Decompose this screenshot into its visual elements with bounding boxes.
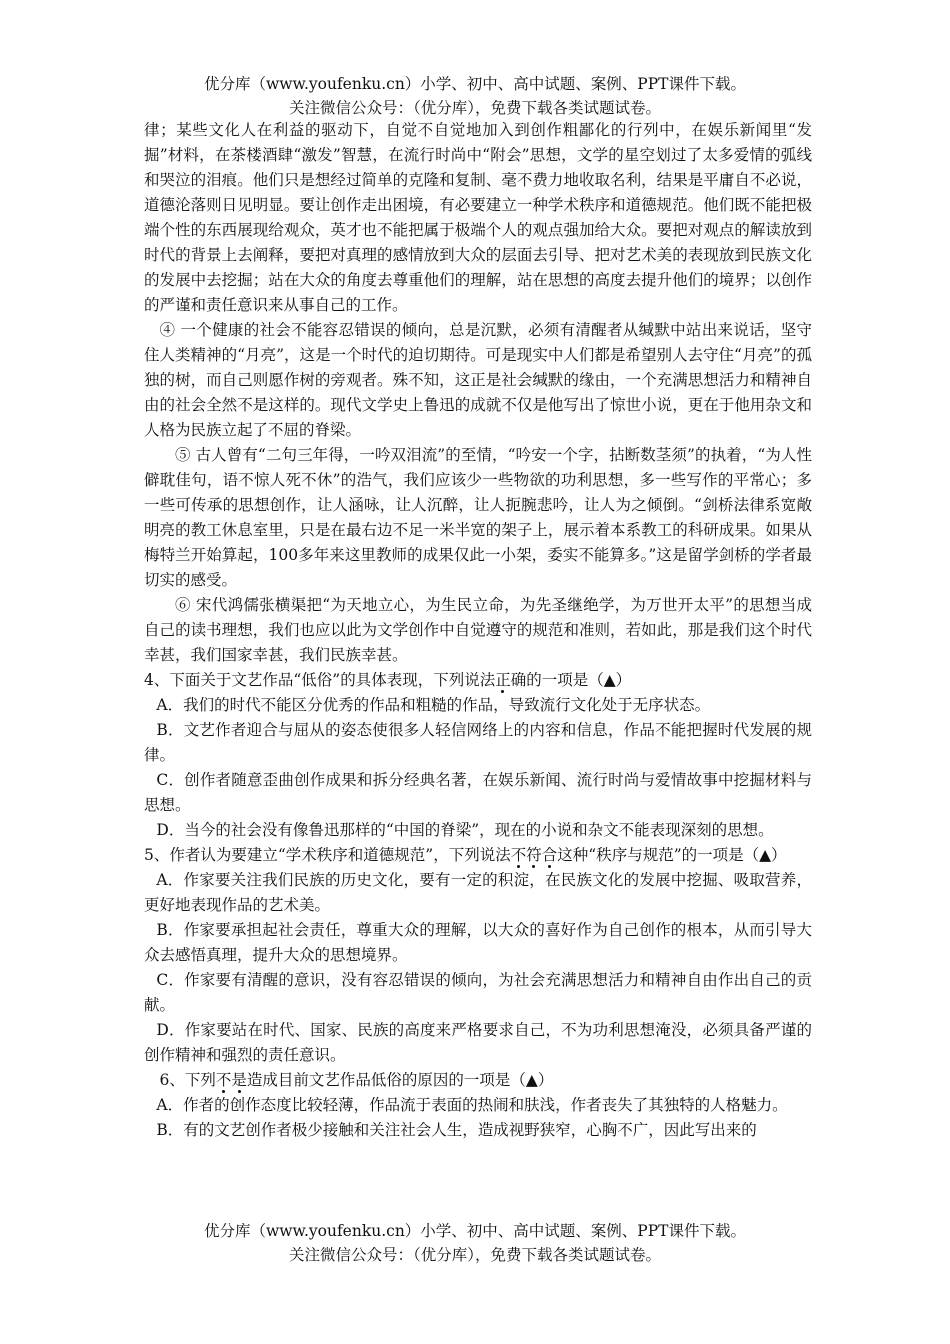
question-4-option-d: D．当今的社会没有像鲁迅那样的“中国的脊梁”，现在的小说和杂文不能表现深刻的思想。: [156, 821, 774, 839]
question-6-option-b: B．有的文艺创作者极少接触和关注社会人生，造成视野狭窄，心胸不广，因此写出来的: [156, 1121, 757, 1139]
question-5-option-b: B．作家要承担起社会责任，尊重大众的理解，以大众的喜好作为自己创作的根本，从而引导大众去感悟真理，提升大众的思想境界。: [144, 921, 812, 964]
question-5-option-a: A．作家要关注我们民族的历史文化，要有一定的积淀，在民族文化的发展中挖掘、吸取营养，更好地表现作品的艺术美。: [144, 871, 812, 914]
emphasis-char: 符: [526, 846, 542, 864]
footer-line-2: 关注微信公众号：（优分库），免费下载各类试题试卷。: [288, 1246, 661, 1264]
emphasis-char: 合: [541, 846, 558, 864]
emphasis-mark: [495, 671, 511, 689]
question-5-option-c: C．作家要有清醒的意识，没有容忍错误的倾向，为社会充满思想活力和精神自由作出自己的贡献。: [144, 971, 812, 1014]
emphasis-char: 是: [231, 1071, 247, 1089]
question-4-option-c: C．创作者随意歪曲创作成果和拆分经典名著，在娱乐新闻、流行时尚与爱情故事中挖掘材料与思想。: [144, 771, 812, 814]
paragraph-6: ⑥ 宋代鸿儒张横渠把“为天地立心，为生民立命，为先圣继绝学，为万世开太平”的思想当成自己的读书理想，我们也应以此为文学创作中自觉遵守的规范和准则，若如此，那是我们这个时代幸甚，我们国家幸甚，我们民族幸甚。: [144, 596, 812, 664]
document-body: [144, 118, 812, 1143]
paragraph-5: ⑤ 古人曾有“二句三年得，一吟双泪流”的至情，“吟安一个字，拈断数茎须”的执着，“为人性僻耽佳句，语不惊人死不休”的浩气，我们应该少一些物欲的功利思想，多一些写作的平常心；多一些可传承的思想创作，让人涵咏，让人沉醉，让人扼腕悲吟，让人为之倾倒。“剑桥法律系宽敞明亮的教工休息室里，只是在最右边不足一米半宽的架子上，展示着本系教工的科研成果。如果从梅特兰开始算起，100多年来这里教师的成果仅此一小架，委实不能算多。”这是留学剑桥的学者最切实的感受。: [144, 446, 812, 589]
emphasis-char: 正: [495, 671, 511, 689]
header-line-2: 关注微信公众号：（优分库），免费下载各类试题试卷。: [288, 99, 661, 117]
question-4-stem: 4、下面关于文艺作品“低俗”的具体表现，下列说法正确的一项是（▲）: [144, 671, 632, 689]
paragraph-3-continued: 律；某些文化人在利益的驱动下，自觉不自觉地加入到创作粗鄙化的行列中，在娱乐新闻里“发掘”材料，在茶楼酒肆“激发”智慧，在流行时尚中“附会”思想，文学的星空划过了太多爱情的弧线和哭泣的泪痕。他们只是想经过简单的克隆和复制、毫不费力地收取名利，结果是平庸自不必说，道德沦落则日见明显。要让创作走出困境，有必要建立一种学术秩序和道德规范。他们既不能把极端个性的东西展现给观众，英才也不能把属于极端个人的观点强加给大众。要把对观点的解读放到时代的背景上去阐释，要把对真理的感情放到大众的层面去引导、把对艺术美的表现放到民族文化的发展中去挖掘；站在大众的角度去尊重他们的理解，站在思想的高度去提升他们的境界；以创作的严谨和责任意识来从事自己的工作。: [144, 121, 812, 314]
header-line-1: 优分库（www.youfenku.cn）小学、初中、高中试题、案例、PPT课件下载。: [203, 75, 747, 93]
question-6-stem: 6、下列不是造成目前文艺作品低俗的原因的一项是（▲）: [159, 1071, 554, 1089]
emphasis-mark: [216, 1071, 247, 1089]
question-5-stem: 5、作者认为要建立“学术秩序和道德规范”，下列说法不符合这种“秩序与规范”的一项是（▲）: [144, 846, 787, 864]
emphasis-mark: [511, 846, 558, 864]
question-6-option-a: A．作者的创作态度比较轻薄，作品流于表面的热闹和肤浅，作者丧失了其独特的人格魅力。: [156, 1096, 788, 1114]
paragraph-4: ④ 一个健康的社会不能容忍错误的倾向，总是沉默，必须有清醒者从缄默中站出来说话，坚守住人类精神的“月亮”，这是一个时代的迫切期待。可是现实中人们都是希望别人去守住“月亮”的孤独的树，而自己则愿作树的旁观者。殊不知，这正是社会缄默的缘由，一个充满思想活力和精神自由的社会全然不是这样的。现代文学史上鲁迅的成就不仅是他写出了惊世小说，更在于他用杂文和人格为民族立起了不屈的脊梁。: [144, 321, 812, 439]
emphasis-char: 不: [215, 1071, 232, 1089]
emphasis-char: 不: [510, 846, 527, 864]
question-4-option-a: A．我们的时代不能区分优秀的作品和粗糙的作品，导致流行文化处于无序状态。: [156, 696, 711, 714]
question-5-option-d: D．作家要站在时代、国家、民族的高度来严格要求自己，不为功利思想淹没，必须具备严谨的创作精神和强烈的责任意识。: [144, 1021, 812, 1064]
footer-line-1: 优分库（www.youfenku.cn）小学、初中、高中试题、案例、PPT课件下载。: [203, 1222, 747, 1240]
question-4-option-b: B．文艺作者迎合与屈从的姿态使很多人轻信网络上的内容和信息，作品不能把握时代发展的规律。: [144, 721, 812, 764]
